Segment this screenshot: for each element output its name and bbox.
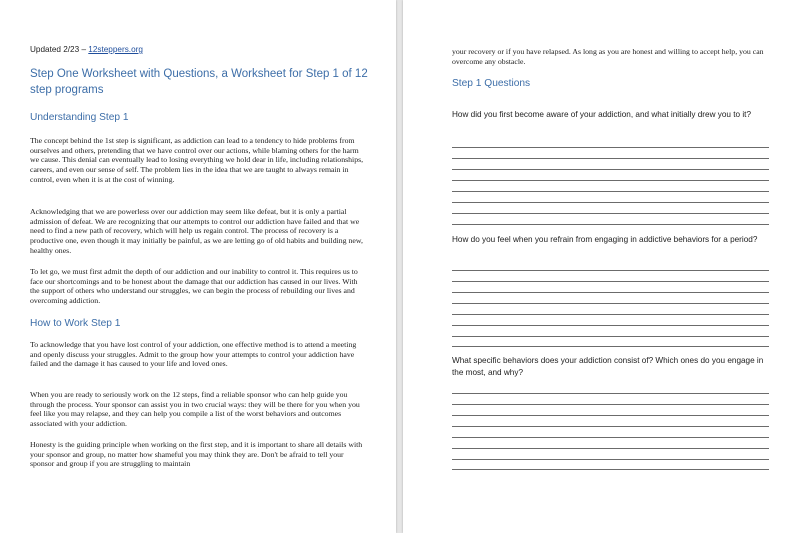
paragraph-1: The concept behind the 1st step is significant, as addiction can lead to a tendency to hide problems from ourselves and others, pretending that we have control over our actions, while blaming others for the harm we cause. This denial can eventually lead to losing everything we hold dear in life, including relationships, careers, and even our sense of self. The problem lies in the idea that we are taught to always remain in control, even when it is at the cost of winning.: [30, 136, 364, 184]
site-link[interactable]: 12steppers.org: [88, 45, 143, 54]
page-left: [0, 0, 396, 533]
question-2: How do you feel when you refrain from engaging in addictive behaviors for a period?: [452, 235, 758, 244]
answer-line: [452, 469, 769, 470]
answer-line: [452, 336, 769, 337]
answer-line: [452, 180, 769, 181]
updated-line: [30, 45, 143, 54]
answer-line: [452, 437, 769, 438]
answer-line: [452, 426, 769, 427]
continuation-paragraph: your recovery or if you have relapsed. As long as you are honest and willing to accept help, you can overcome any obstacle.: [452, 47, 764, 66]
paragraph-3: To let go, we must first admit the depth of our addiction and our inability to control it. This requires us to face our shortcomings and to be honest about the damage that our addiction has caused in our lives. With the support of others who understand our struggles, we can begin the process of rebuilding our lives and overcoming addiction.: [30, 267, 358, 306]
answer-line: [452, 346, 769, 347]
answer-line: [452, 202, 769, 203]
answer-line: [452, 459, 769, 460]
answer-line: [452, 213, 769, 214]
answer-line: [452, 393, 769, 394]
heading-how-to-work-step-1: How to Work Step 1: [30, 318, 121, 329]
paragraph-6: Honesty is the guiding principle when working on the first step, and it is important to share all details with your sponsor and group, no matter how shameful you may think they are. Don't be afraid to tell your sponsor and group if you are struggling to maintain: [30, 440, 363, 469]
answer-line: [452, 169, 769, 170]
question-3: What specific behaviors does your addiction consist of? Which ones do you engage in the most, and why?: [452, 356, 764, 377]
answer-line: [452, 224, 769, 225]
paragraph-4: To acknowledge that you have lost control of your addiction, one effective method is to attend a meeting and openly discuss your struggles. Admit to the group how your attempts to control your addiction have failed and the damage it has caused to your life and loved ones.: [30, 340, 357, 369]
heading-understanding-step-1: Understanding Step 1: [30, 112, 129, 123]
answer-line: [452, 314, 769, 315]
answer-line: [452, 270, 769, 271]
paragraph-2: Acknowledging that we are powerless over our addiction may seem like defeat, but it is only a partial admission of defeat. We are recognizing that our attempts to control our addiction have failed and that we need to find a new path of recovery, which will help us regain control. The process of recovery is a productive one, even though it may initially be painful, as we are letting go of old habits and building new, healthy ones.: [30, 207, 363, 255]
answer-line: [452, 448, 769, 449]
answer-line: [452, 325, 769, 326]
updated-date: Updated 2/23 –: [30, 45, 89, 54]
answer-line: [452, 147, 769, 148]
answer-line: [452, 292, 769, 293]
paragraph-5: When you are ready to seriously work on the 12 steps, find a reliable sponsor who can help guide you through the process. Your sponsor can assist you in two crucial ways: they will be there for you when you feel like you may relapse, and they can help you compile a list of the worst behaviors and outcomes associated with your addiction.: [30, 390, 360, 429]
answer-line: [452, 191, 769, 192]
answer-line: [452, 158, 769, 159]
answer-line: [452, 281, 769, 282]
heading-step-1-questions: Step 1 Questions: [452, 78, 531, 89]
answer-line: [452, 415, 769, 416]
answer-line: [452, 303, 769, 304]
document-title: Step One Worksheet with Questions, a Worksheet for Step 1 of 12 step programs: [30, 68, 368, 96]
answer-line: [452, 404, 769, 405]
question-1: How did you first become aware of your addiction, and what initially drew you to it?: [452, 110, 751, 119]
